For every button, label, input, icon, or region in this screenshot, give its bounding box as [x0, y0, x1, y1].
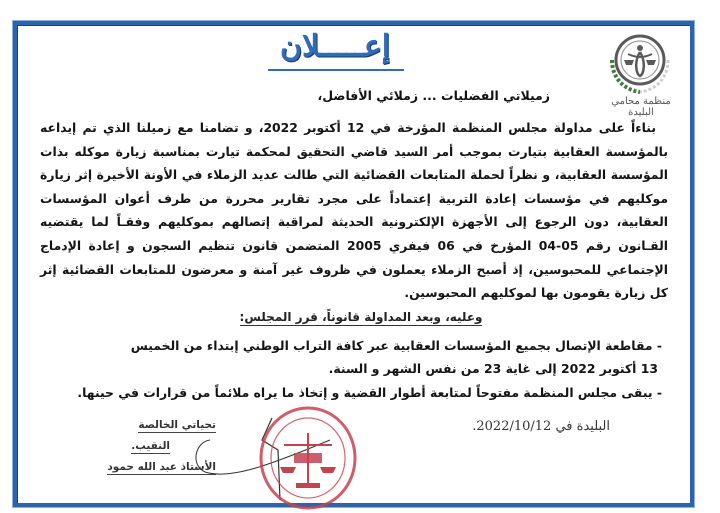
announcement-body [40, 116, 668, 305]
decision-list [40, 334, 662, 404]
decision-item: - مقاطعة الإتصال بجميع المؤسسات العقابية عبر كافة التراب الوطني إبتداء من الخميس [130, 338, 662, 353]
decision-heading-text: وعليه، وبعد المداولة قانوناً، قرر المجلس: [239, 310, 483, 324]
logo-caption: منظمة محامي البليدة [611, 96, 671, 118]
greeting: زميلاتي الفضليات ... زملائي الأفاضل، [317, 88, 550, 103]
decision-item: - يبقى مجلس المنظمة مفتوحاً لمتابعة أطوار القضية و إتخاذ ما يراه ملائماً من قرارات في حينها. [77, 384, 662, 400]
decision-heading [196, 310, 526, 324]
body-paragraph: بناءاً على مداولة مجلس المنظمة المؤرخة في 12 أكتوبر 2022، و تضامنا مع زميلنا الذي تم إيداعه بالمؤسسة العقابية بتيارت بموجب أمر السيد قاضي التحقيق لمحكمة تيارت بمناسبة زيارة موكله بذات المؤسسة العقابية، و نظراً لحملة المتابعات القضائية التي طالت عديد الزملاء في الأونة الأخيرة إثر زيارة موكليهم في مؤسسات إعادة التربية إعتماداً على مجرد تقارير محررة من طرف أعوان المؤسسات العقابية، دون الرجوع إلى الأجهزة الإلكترونية الحديثة لمراقبة إتصالهم بموكليهم وفقـاً لما يقتضيه القـانون رقم 05-04 المؤرخ في 06 فيفري 2005 المتضمن قانون تنظيم السجون و إعادة الإدماج الإجتماعي للمحبوسين، إذ أصبح الزملاء يعملون في ظروف غير آمنة و معرضون للمتابعات القضائية إثر كل زيارة يقومون بها لموكليهم المحبوسين. [40, 120, 669, 301]
decision-item-continuation: 13 أكتوبر 2022 إلى غاية 23 من نفس الشهر و السنة. [328, 361, 658, 377]
signatory-name: الأستاذ عبد الله حمود [107, 461, 216, 473]
place-and-date: البليدة في 2022/10/12. [472, 419, 610, 434]
signatory-role: النقيب. [131, 440, 170, 452]
closing-text: تحياتي الخالصة [138, 419, 216, 431]
scales-of-justice-icon [600, 30, 680, 100]
page-title: إعـــــلان [279, 29, 391, 64]
title-underline [268, 69, 404, 71]
official-stamp-icon [258, 405, 358, 511]
